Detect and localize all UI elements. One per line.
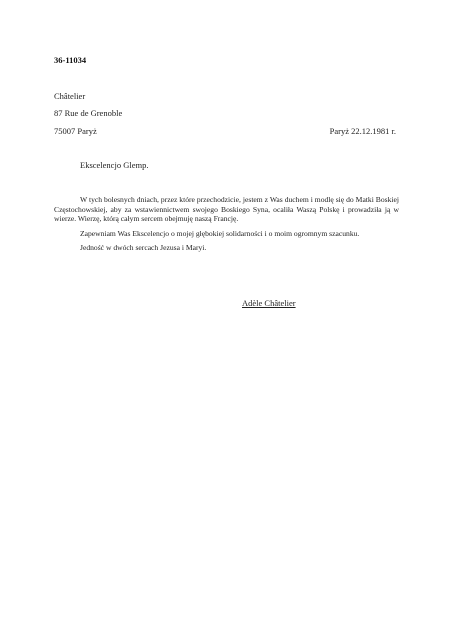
body-paragraph: Jedność w dwóch sercach Jezusa i Maryi. [80, 243, 207, 253]
reference-number: 36-11034 [54, 55, 87, 65]
salutation: Ekscelencjo Glemp. [80, 160, 149, 170]
body-paragraph: Zapewniam Was Ekscelencjo o mojej głębokiej solidarności i o moim ogromnym szacunku. [80, 228, 360, 238]
letter-body [54, 195, 399, 258]
sender-name: Châtelier [54, 91, 86, 101]
signature: Adèle Châtelier [242, 298, 296, 308]
letter-date: Paryż 22.12.1981 r. [329, 126, 396, 136]
body-paragraph: W tych bolesnych dniach, przez które przechodzicie, jestem z Was duchem i modlę się do Matki Boskiej Częstochowskiej, aby za wstawiennictwem swojego Boskiego Syna, ocaliła Waszą Polskę i prowadziła ją w wierze. Wierzę, którą całym sercem obejmuję naszą Francję. [54, 195, 399, 224]
sender-street: 87 Rue de Grenoble [54, 108, 123, 118]
sender-city: 75007 Paryż [54, 126, 97, 136]
